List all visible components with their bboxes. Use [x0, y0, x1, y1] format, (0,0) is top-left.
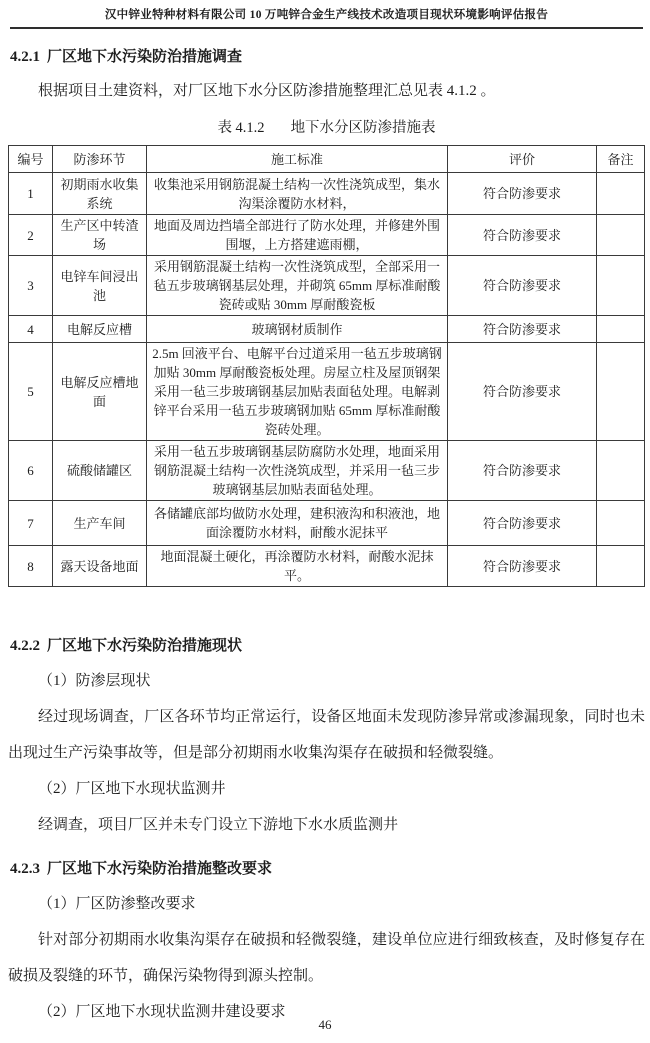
cell-no: 6	[9, 441, 53, 501]
col-header-standard: 施工标准	[147, 146, 448, 173]
table-caption-label: 表 4.1.2	[217, 120, 265, 136]
cell-remark	[597, 546, 645, 587]
sub-item-1: （1）防渗层现状	[38, 673, 151, 689]
section-422-body	[8, 663, 645, 843]
section-title: 厂区地下水污染防治措施调查	[47, 48, 243, 65]
section-title: 厂区地下水污染防治措施现状	[47, 637, 243, 654]
table-row	[9, 173, 645, 215]
cell-standard: 地面及周边挡墙全部进行了防水处理，并修建外围围堰，上方搭建遮雨棚，	[147, 215, 448, 256]
cell-standard: 采用一毡五步玻璃钢基层防腐防水处理，地面采用钢筋混凝土结构一次性浇筑成型，并采用一毡三步玻璃钢基层加贴表面毡处理。	[147, 441, 448, 501]
sub-item-1: （1）厂区防渗整改要求	[38, 896, 196, 912]
cell-evaluation: 符合防渗要求	[448, 546, 597, 587]
cell-no: 5	[9, 343, 53, 441]
cell-no: 1	[9, 173, 53, 215]
cell-standard: 收集池采用钢筋混凝土结构一次性浇筑成型，集水沟渠涂覆防水材料，	[147, 173, 448, 215]
section-title: 厂区地下水污染防治措施整改要求	[47, 860, 273, 877]
table-caption	[8, 116, 645, 137]
cell-no: 4	[9, 316, 53, 343]
cell-no: 2	[9, 215, 53, 256]
cell-evaluation: 符合防渗要求	[448, 173, 597, 215]
cell-link: 初期雨水收集系统	[53, 173, 147, 215]
col-header-evaluation: 评价	[448, 146, 597, 173]
cell-link: 电解反应槽	[53, 316, 147, 343]
body-paragraph: 针对部分初期雨水收集沟渠存在破损和轻微裂缝，建设单位应进行细致核查，及时修复存在破损及裂缝的环节，确保污染物得到源头控制。	[8, 932, 645, 984]
cell-evaluation: 符合防渗要求	[448, 441, 597, 501]
cell-remark	[597, 343, 645, 441]
sub-item-2: （2）厂区地下水现状监测井建设要求	[38, 1004, 286, 1020]
section-number: 4.2.2	[10, 638, 40, 654]
table-caption-title: 地下水分区防渗措施表	[290, 120, 436, 136]
section-heading-422	[10, 634, 645, 655]
cell-evaluation: 符合防渗要求	[448, 215, 597, 256]
col-header-remark: 备注	[597, 146, 645, 173]
cell-link: 电解反应槽地面	[53, 343, 147, 441]
table-row	[9, 441, 645, 501]
cell-link: 露天设备地面	[53, 546, 147, 587]
anti-seepage-measures-table	[8, 145, 645, 587]
cell-standard: 各储罐底部均做防水处理，建积液沟和积液池，地面涂覆防水材料，耐酸水泥抹平	[147, 501, 448, 546]
table-row	[9, 316, 645, 343]
cell-no: 3	[9, 256, 53, 316]
page-number: 46	[318, 1017, 332, 1032]
cell-link: 生产车间	[53, 501, 147, 546]
body-paragraph: 经调查，项目厂区并未专门设立下游地下水水质监测井	[38, 817, 399, 833]
table-row	[9, 343, 645, 441]
cell-link: 硫酸储罐区	[53, 441, 147, 501]
cell-no: 7	[9, 501, 53, 546]
cell-remark	[597, 316, 645, 343]
running-header: 汉中锌业特种材料有限公司 10 万吨锌合金生产线技术改造项目现状环境影响评估报告	[10, 6, 643, 29]
cell-standard: 地面混凝土硬化，再涂覆防水材料，耐酸水泥抹平。	[147, 546, 448, 587]
col-header-no: 编号	[9, 146, 53, 173]
cell-no: 8	[9, 546, 53, 587]
cell-link: 生产区中转渣场	[53, 215, 147, 256]
cell-remark	[597, 441, 645, 501]
table-row	[9, 546, 645, 587]
cell-standard: 采用钢筋混凝土结构一次性浇筑成型，全部采用一毡五步玻璃钢基层处理，并砌筑 65mm 厚标准耐酸瓷砖或贴 30mm 厚耐酸瓷板	[147, 256, 448, 316]
section-number: 4.2.1	[10, 49, 40, 65]
cell-link: 电锌车间浸出池	[53, 256, 147, 316]
table-header-row	[9, 146, 645, 173]
cell-standard: 玻璃钢材质制作	[147, 316, 448, 343]
cell-remark	[597, 501, 645, 546]
section-heading-421	[10, 45, 645, 66]
intro-paragraph: 根据项目土建资料，对厂区地下水分区防渗措施整理汇总见表 4.1.2 。	[38, 83, 496, 99]
body-paragraph: 经过现场调查，厂区各环节均正常运行，设备区地面未发现防渗异常或渗漏现象，同时也未出现过生产污染事故等，但是部分初期雨水收集沟渠存在破损和轻微裂缝。	[8, 709, 645, 761]
cell-evaluation: 符合防渗要求	[448, 343, 597, 441]
table-row	[9, 215, 645, 256]
cell-remark	[597, 256, 645, 316]
section-heading-423	[10, 857, 645, 878]
cell-evaluation: 符合防渗要求	[448, 316, 597, 343]
col-header-link: 防渗环节	[53, 146, 147, 173]
cell-standard: 2.5m 回液平台、电解平台过道采用一毡五步玻璃钢加贴 30mm 厚耐酸瓷板处理。房屋立柱及屋顶钢架采用一毡三步玻璃钢基层加贴表面毡处理。电解剥锌平台采用一毡五步玻璃钢加贴 65mm 厚标准耐酸瓷砖处理。	[147, 343, 448, 441]
table-row	[9, 501, 645, 546]
cell-evaluation: 符合防渗要求	[448, 256, 597, 316]
cell-remark	[597, 215, 645, 256]
section-number: 4.2.3	[10, 861, 40, 877]
table-row	[9, 256, 645, 316]
sub-item-2: （2）厂区地下水现状监测井	[38, 781, 226, 797]
cell-remark	[597, 173, 645, 215]
section-423-body	[8, 886, 645, 1030]
cell-evaluation: 符合防渗要求	[448, 501, 597, 546]
